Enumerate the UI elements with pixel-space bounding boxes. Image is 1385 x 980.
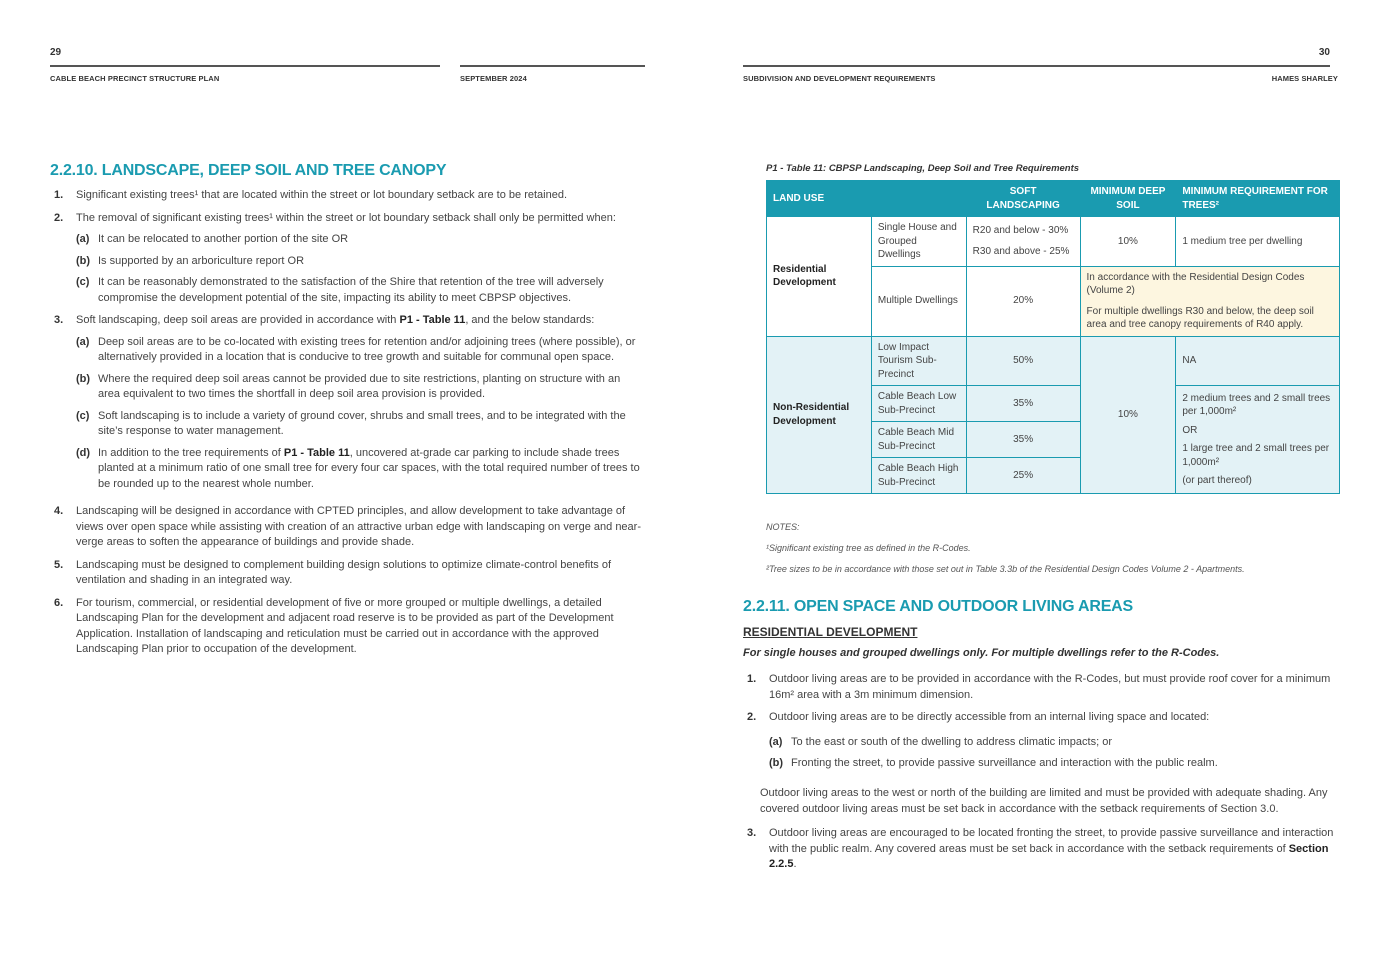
list-item: 3. Outdoor living areas are encouraged to be located fronting the street, to provide passive surveillance and interaction with the public realm. Any covered areas must be set back in accordance with the setback requirements of Section 2.2.5. — [747, 827, 1334, 870]
section-reference: Section 2.2.5 — [769, 842, 1329, 870]
column-header: MINIMUM DEEP SOIL — [1080, 181, 1176, 217]
running-head-author: HAMES SHARLEY — [1271, 74, 1338, 83]
table-cell: 35% — [966, 422, 1080, 458]
sub-item: (c) It can be reasonably demonstrated to the satisfaction of the Shire that retention of the tree will adversely compromise the development potential of the site, impacting its ability to meet CBPSP objectives. — [76, 276, 604, 304]
sub-item: (d) In addition to the tree requirements of P1 - Table 11, uncovered at-grade car parking to include shade trees planted at a minimum ratio of one small tree for every four car spaces, with the total required number of trees to be rounded up to the nearest whole number. — [76, 446, 640, 490]
table-cell: 2 medium trees and 2 small trees per 1,000m² OR 1 large tree and 2 small trees per 1,000m² (or part thereof) — [1176, 386, 1340, 494]
notes-label: NOTES: — [766, 522, 800, 532]
header-rule — [743, 65, 1330, 67]
landscaping-requirements-table — [766, 180, 1340, 494]
table-reference: P1 - Table 11 — [399, 314, 466, 326]
intro-statement: For single houses and grouped dwellings only. For multiple dwellings refer to the R-Codes. — [743, 647, 1220, 659]
list-item: 2. Outdoor living areas are to be directly accessible from an internal living space and located: (a) To the east or south of the dwelling to address climatic impacts; or (b) Fronting the street, to provide passive surveillance and interaction with the public realm. — [743, 710, 1338, 772]
column-header: LAND USE — [767, 181, 967, 217]
table-cell: 50% — [966, 336, 1080, 386]
shading-paragraph: Outdoor living areas to the west or north of the building are limited and must be provided with adequate shading. Any covered outdoor living areas must be set back in accordance with the setback requirements of Section 3.0. — [760, 787, 1328, 815]
table-cell: 25% — [966, 458, 1080, 494]
column-header: SOFT LANDSCAPING — [966, 181, 1080, 217]
landscape-requirements-list — [50, 188, 645, 665]
sub-heading: RESIDENTIAL DEVELOPMENT — [743, 625, 918, 639]
page-number-left: 29 — [50, 47, 62, 58]
sub-item: (a) Deep soil areas are to be co-located with existing trees for retention and/or adjoining trees (where possible), or alternatively provided in a location that is conducive to tree growth and suitable for communal open space. — [76, 335, 636, 363]
table-cell: Cable Beach High Sub-Precinct — [871, 458, 966, 494]
footnote-1: ¹Significant existing tree as defined in the R-Codes. — [766, 543, 971, 553]
outdoor-living-list-continued — [743, 826, 1338, 880]
column-header: MINIMUM REQUIREMENT FOR TREES² — [1176, 181, 1340, 217]
list-item: 5. Landscaping must be designed to complement building design solutions to optimize climate-control benefits of ventilation and shading in an integrated way. — [54, 558, 612, 586]
sub-item: (b) Is supported by an arboriculture report OR — [76, 254, 305, 267]
page-number-right: 30 — [1318, 47, 1330, 58]
row-group-label: Non-Residential Development — [767, 336, 872, 494]
sub-item: (c) Soft landscaping is to include a variety of ground cover, shrubs and small trees, and to be integrated with the site’s response to water management. — [76, 409, 626, 437]
running-head-title: CABLE BEACH PRECINCT STRUCTURE PLAN — [50, 74, 220, 83]
table-cell: Cable Beach Mid Sub-Precinct — [871, 422, 966, 458]
header-rule — [460, 65, 645, 67]
header-rule — [50, 65, 440, 67]
sub-item: (b) Where the required deep soil areas cannot be provided due to site restrictions, planting on structure with an area equivalent to two times the shortfall in deep soil area provision is provided. — [76, 372, 621, 400]
section-title-2-2-11: 2.2.11. OPEN SPACE AND OUTDOOR LIVING AREAS — [743, 598, 1133, 615]
footnote-2: ²Tree sizes to be in accordance with those set out in Table 3.3b of the Residential Design Codes Volume 2 - Apartments. — [766, 564, 1245, 574]
running-head-section: SUBDIVISION AND DEVELOPMENT REQUIREMENTS — [743, 74, 936, 83]
table-cell: 10% — [1080, 217, 1176, 267]
table-cell: Cable Beach Low Sub-Precinct — [871, 386, 966, 422]
table-cell: Single House and Grouped Dwellings — [871, 217, 966, 267]
table-reference: P1 - Table 11 — [283, 446, 350, 459]
table-cell: 20% — [966, 266, 1080, 336]
table-cell: 1 medium tree per dwelling — [1176, 217, 1340, 267]
left-page — [0, 0, 692, 980]
table-cell: In accordance with the Residential Design Codes (Volume 2) For multiple dwellings R30 and below, the deep soil area and tree canopy requirements of R40 apply. — [1080, 266, 1339, 336]
table-cell: 10% — [1080, 336, 1176, 494]
list-item: 4. Landscaping will be designed in accordance with CPTED principles, and allow development to take advantage of views over open space while assisting with creation of an attractive urban edge with landscaping on verge and near-verge areas to soften the appearance of buildings and provide shade. — [54, 505, 641, 548]
table-cell: Low Impact Tourism Sub-Precinct — [871, 336, 966, 386]
outdoor-living-list — [743, 672, 1338, 779]
list-item: 1. Outdoor living areas are to be provided in accordance with the R-Codes, but must provide roof cover for a minimum 16m² area with a 3m minimum dimension. — [747, 673, 1331, 701]
table-row — [767, 336, 1340, 386]
running-head-date: SEPTEMBER 2024 — [460, 74, 527, 83]
list-item: 1. Significant existing trees¹ that are located within the street or lot boundary setback are to be retained. — [54, 189, 567, 201]
list-item: 6. For tourism, commercial, or residential development of five or more grouped or multiple dwellings, a detailed Landscaping Plan for the development and adjacent road reserve is to be provided as part of the Development Application. Installation of landscaping and reticulation must be carried out in accordance with the approved Landscaping Plan prior to occupation of the development. — [54, 596, 614, 655]
table-cell: Multiple Dwellings — [871, 266, 966, 336]
table-cell: R20 and below - 30% R30 and above - 25% — [966, 217, 1080, 267]
sub-item: (a) It can be relocated to another portion of the site OR — [76, 233, 349, 245]
sub-item: (a) To the east or south of the dwelling to address climatic impacts; or — [769, 735, 1112, 748]
sub-item: (b) Fronting the street, to provide passive surveillance and interaction with the public realm. — [769, 757, 1218, 769]
section-title-2-2-10: 2.2.10. LANDSCAPE, DEEP SOIL AND TREE CANOPY — [50, 162, 447, 179]
list-item: 3. Soft landscaping, deep soil areas are provided in accordance with P1 - Table 11, and the below standards: (a) Deep soil areas are to be co-located with existing trees for retention and/or adjoining trees (where possible), or alternatively provided in a location that is conducive to tree growth and suitable for communal open space. (b) Where the required deep soil areas cannot be provided due to site restrictions, planting on structure with an area equivalent to two times the shortfall in deep soil area provision is provided. (c) Soft landscaping is to include a variety of ground cover, shrubs and small trees, and to be integrated with the site’s response to water management. (d) In addition to the tree requirements of P1 - Table 11, uncovered at-grade car parking to include shade trees planted at a minimum ratio of one small tree for every four car spaces, with the total required number of trees to be rounded up to the nearest whole number. — [50, 313, 645, 492]
row-group-label: Residential Development — [767, 217, 872, 337]
list-item: 2. The removal of significant existing trees¹ within the street or lot boundary setback shall only be permitted when: (a) It can be relocated to another portion of the site OR (b) Is supported by an arboriculture report OR (c) It can be reasonably demonstrated to the satisfaction of the Shire that retention of the tree will adversely compromise the development potential of the site, impacting its ability to meet CBPSP objectives. — [50, 211, 645, 307]
table-row — [767, 217, 1340, 267]
table-cell: 35% — [966, 386, 1080, 422]
table-caption: P1 - Table 11: CBPSP Landscaping, Deep Soil and Tree Requirements — [766, 163, 1080, 174]
table-cell: NA — [1176, 336, 1340, 386]
table-header-row — [767, 181, 1340, 217]
